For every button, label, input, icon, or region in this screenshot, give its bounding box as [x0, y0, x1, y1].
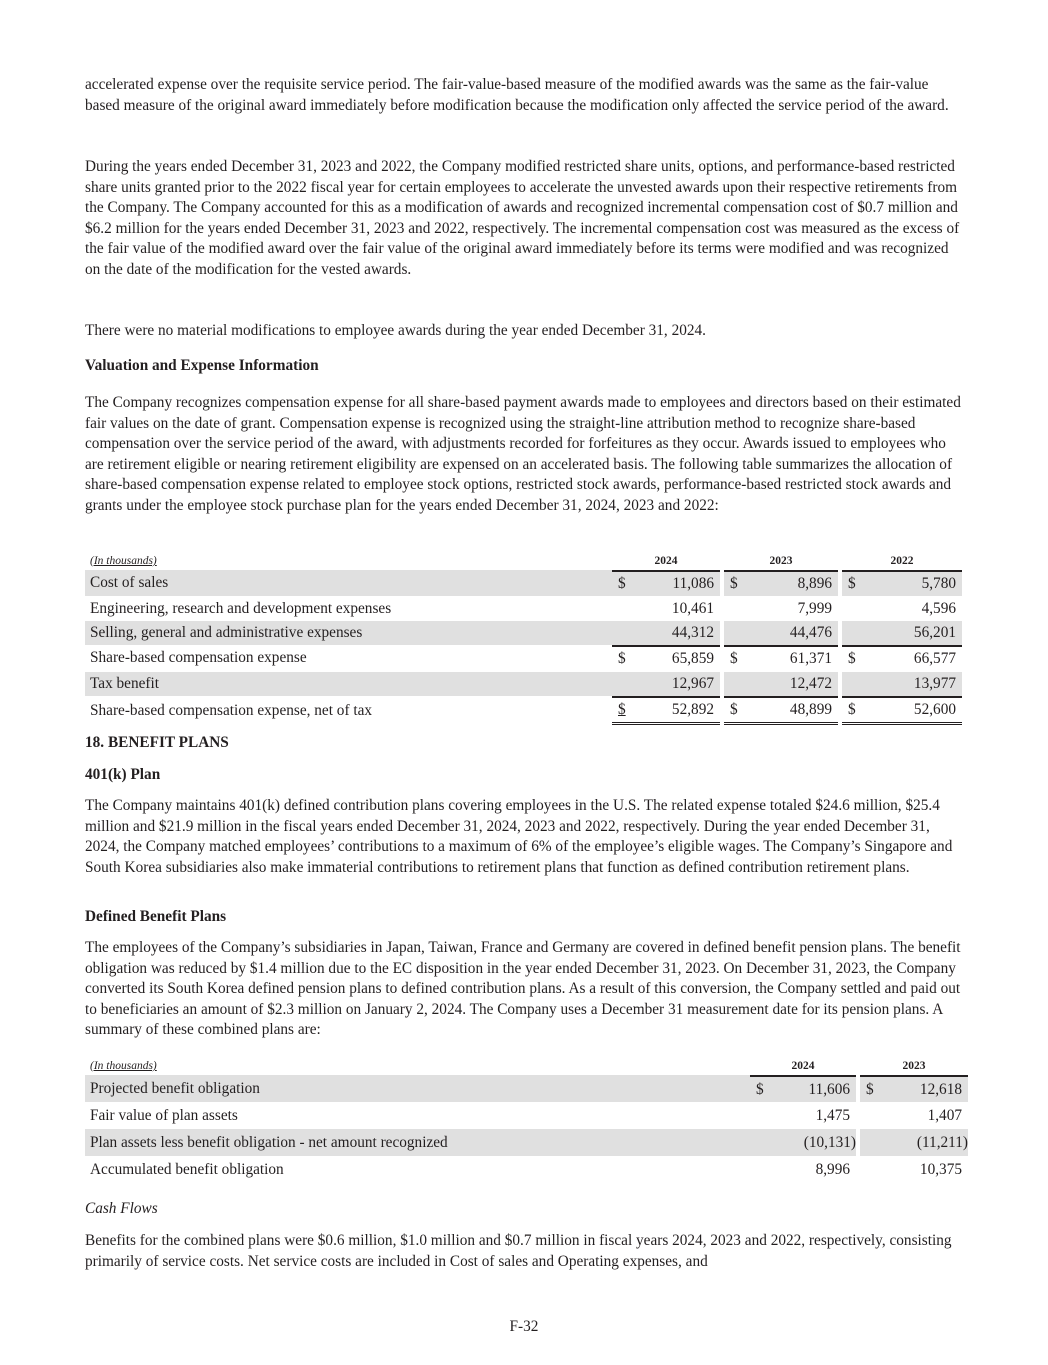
heading-401k-plan: 401(k) Plan: [85, 766, 161, 783]
column-header-2023: 2023: [860, 1057, 968, 1075]
column-header-2023: 2023: [724, 552, 838, 570]
paragraph-401k-description: The Company maintains 401(k) defined contribution plans covering employees in the U.S. The related expense totaled $24.6 million, $25.4 million and $21.9 million in the fiscal years ended December 31, 2024, 2023 and 2022, respectively. During the year ended December 31, 2024, the Company matched employees’ contributions to a maximum of 6% of the employee’s eligible wages. The Company’s Singapore and South Korea subsidiaries also make immaterial contributions to retirement plans that function as defined contribution retirement plans.: [85, 797, 953, 876]
paragraph-modified-awards-intro: accelerated expense over the requisite service period. The fair-value-based measure of the modified awards was the same as the fair-value based measure of the original award immediately before modification because the modification only affected the service period of the award.: [85, 76, 949, 114]
table-row: Cost of sales $ 11,086 $ 8,896 $ 5,780: [85, 570, 962, 596]
table-header-row: [85, 1057, 968, 1075]
table-row: Engineering, research and development expenses 10,461 7,999 4,596: [85, 596, 962, 620]
paragraph-defined-benefit-description: The employees of the Company’s subsidiaries in Japan, Taiwan, France and Germany are covered in defined benefit pension plans. The benefit obligation was reduced by $1.4 million due to the EC disposition in the year ended December 31, 2023. On December 31, 2023, the Company converted its South Korea defined pension plans to defined contribution plans. As a result of this conversion, the Company settled and paid out to beneficiaries an amount of $2.3 million on January 2, 2024. The Company uses a December 31 measurement date for its pension plans. A summary of these combined plans are:: [85, 939, 961, 1038]
table-row: Fair value of plan assets 1,475 1,407: [85, 1102, 968, 1129]
table-row-total: Share-based compensation expense, net of tax $ 52,892 $ 48,899 $ 52,600: [85, 696, 962, 725]
paragraph-no-modifications-2024: There were no material modifications to employee awards during the year ended December 31, 2024.: [85, 322, 706, 339]
table-row: Tax benefit 12,967 12,472 13,977: [85, 672, 962, 696]
column-header-2022: 2022: [842, 552, 962, 570]
units-label: (In thousands): [85, 1057, 750, 1075]
paragraph-valuation-description: The Company recognizes compensation expense for all share-based payment awards made to employees and directors based on their estimated fair values on the date of grant. Compensation expense is recognized using the straight-line attribution method to recognize share-based compensation over the service period of the award, with adjustments recorded for forfeitures as they occur. Awards issued to employees who are retirement eligible or nearing retirement eligibility are expensed on an accelerated basis. The following table summarizes the allocation of share-based compensation expense related to employee stock options, restricted stock awards, performance-based restricted stock awards and grants under the employee stock purchase plan for the years ended December 31, 2024, 2023 and 2022:: [85, 394, 961, 514]
heading-valuation-expense: Valuation and Expense Information: [85, 357, 319, 374]
heading-defined-benefit-plans: Defined Benefit Plans: [85, 908, 227, 925]
combined-plans-table: [85, 1057, 968, 1183]
table-row: Selling, general and administrative expenses 44,312 44,476 56,201: [85, 621, 962, 645]
heading-benefit-plans: 18. BENEFIT PLANS: [85, 734, 229, 751]
table-row-subtotal: Share-based compensation expense $ 65,859 $ 61,371 $ 66,577: [85, 645, 962, 671]
table-row: Projected benefit obligation $ 11,606 $ 12,618: [85, 1075, 968, 1102]
table-header-row: [85, 552, 962, 570]
column-header-2024: 2024: [750, 1057, 856, 1075]
table-row: Plan assets less benefit obligation - net amount recognized (10,131) (11,211): [85, 1129, 968, 1156]
heading-cash-flows: Cash Flows: [85, 1200, 158, 1217]
paragraph-modifications-2023-2022: During the years ended December 31, 2023 and 2022, the Company modified restricted share units, options, and performance-based restricted share units granted prior to the 2022 fiscal year for certain employees to accelerate the unvested awards upon their respective retirements from the Company. The Company accounted for this as a modification of awards and recognized incremental compensation cost of $0.7 million and $6.2 million for the years ended December 31, 2023 and 2022, respectively. The incremental compensation cost was measured as the excess of the fair value of the modified award over the fair value of the original award immediately before its terms were modified and was recognized on the date of the modification for the vested awards.: [85, 158, 960, 278]
paragraph-cash-flows: Benefits for the combined plans were $0.6 million, $1.0 million and $0.7 million in fiscal years 2024, 2023 and 2022, respectively, consisting primarily of service costs. Net service costs are included in Cost of sales and Operating expenses, and: [85, 1232, 952, 1270]
column-header-2024: 2024: [612, 552, 720, 570]
page-number: F-32: [509, 1318, 539, 1335]
units-label: (In thousands): [85, 552, 612, 570]
share-based-compensation-table: [85, 552, 962, 725]
table-row: Accumulated benefit obligation 8,996 10,375: [85, 1156, 968, 1183]
